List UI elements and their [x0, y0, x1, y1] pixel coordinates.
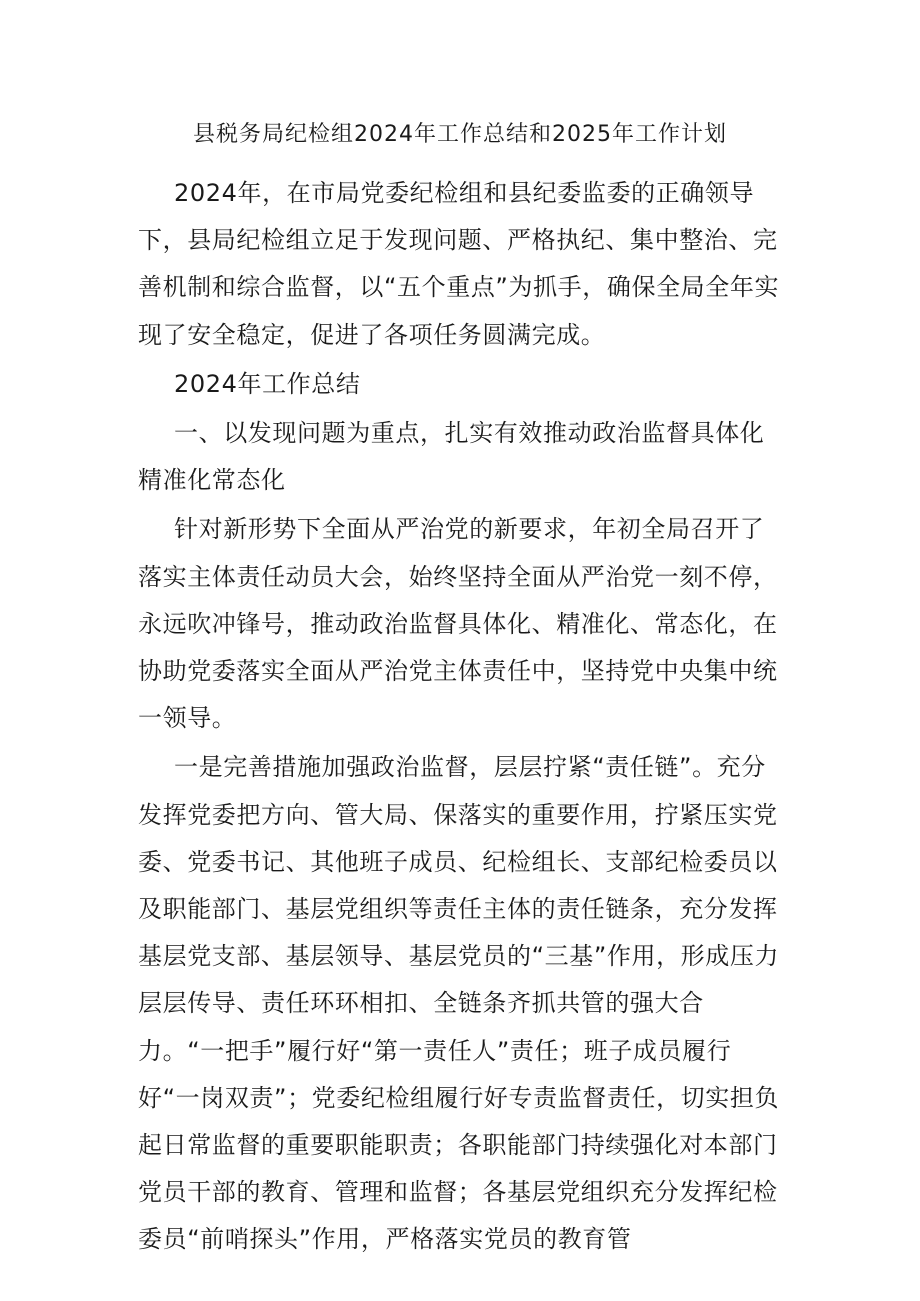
paragraph-measure-one: 一是完善措施加强政治监督，层层拧紧“责任链”。充分发挥党委把方向、管大局、保落实的重要作用，拧紧压实党委、党委书记、其他班子成员、纪检组长、支部纪检委员以及职能部门、基层党组织等责任主体的责任链条，充分发挥基层党支部、基层领导、基层党员的“三基”作用，形成压力层层传导、责任环环相扣、全链条齐抓共管的强大合力。“一把手”履行好“第一责任人”责任；班子成员履行好“一岗双责”；党委纪检组履行好专责监督责任，切实担负起日常监督的重要职能职责；各职能部门持续强化对本部门党员干部的教育、管理和监督；各基层党组织充分发挥纪检委员“前哨探头”作用，严格落实党员的教育管	[138, 753, 780, 1254]
document-title: 县税务局纪检组2024年工作总结和2025年工作计划	[193, 122, 727, 147]
section-heading-summary: 2024年工作总结	[174, 369, 361, 398]
section-heading-one: 一、以发现问题为重点，扎实有效推动政治监督具体化精准化常态化	[138, 419, 765, 495]
paragraph-section-one: 针对新形势下全面从严治党的新要求，年初全局召开了落实主体责任动员大会，始终坚持全面从严治党一刻不停，永远吹冲锋号，推动政治监督具体化、精准化、常态化，在协助党委落实全面从严治党主体责任中，坚持党中央集中统一领导。	[138, 515, 778, 733]
paragraph-intro: 2024年，在市局党委纪检组和县纪委监委的正确领导下，县局纪检组立足于发现问题、严格执纪、集中整治、完善机制和综合监督，以“五个重点”为抓手，确保全局全年实现了安全稳定，促进了各项任务圆满完成。	[138, 179, 780, 349]
document-body	[138, 170, 788, 1266]
